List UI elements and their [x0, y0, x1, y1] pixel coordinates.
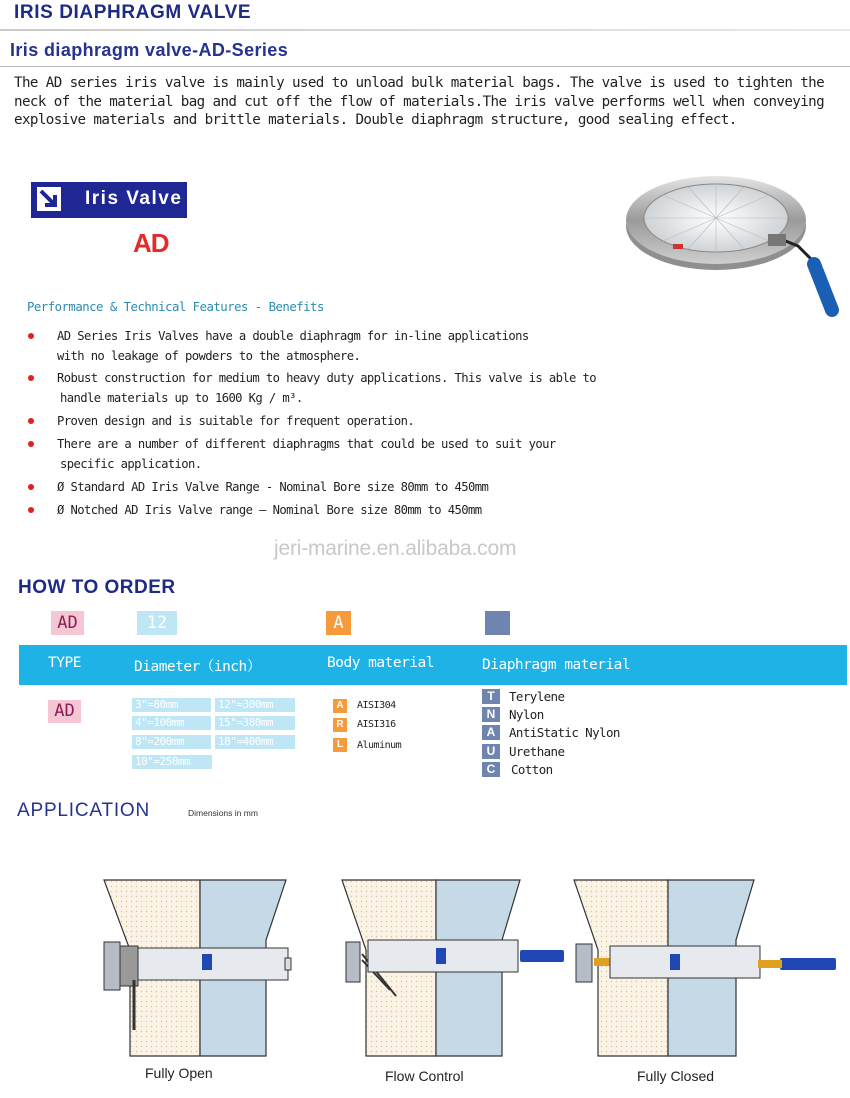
- diaphragm-material-code: N: [482, 707, 500, 722]
- diameter-option: 18"=400mm: [215, 735, 295, 749]
- feature-item: Ø Notched AD Iris Valve range — Nominal Bore size 80mm to 450mm: [28, 501, 481, 521]
- page-subtitle: Iris diaphragm valve-AD-Series: [10, 40, 289, 60]
- type-value: AD: [48, 700, 81, 723]
- diaphragm-code-chip: [485, 611, 510, 635]
- caption-fully-closed: Fully Closed: [637, 1068, 715, 1084]
- body-material-name: AISI316: [357, 719, 396, 730]
- diaphragm-material-name: AntiStatic Nylon: [509, 725, 620, 740]
- diaphragm-material-name: Terylene: [509, 689, 565, 704]
- diameter-option: 10"=250mm: [132, 755, 212, 769]
- diagram-fully-closed: [574, 880, 836, 1056]
- diameter-option: 3"=80mm: [132, 698, 211, 712]
- body-material-code: L: [333, 738, 347, 752]
- body-material-name: AISI304: [357, 700, 396, 711]
- diaphragm-material-code: C: [482, 762, 500, 777]
- feature-item: AD Series Iris Valves have a double diaphragm for in-line applications with no leakage of powders to the atmosphere.: [28, 327, 529, 366]
- bullet-icon: [28, 333, 34, 339]
- diagram-flow-control: [342, 880, 564, 1056]
- diameter-code-chip: 12: [137, 611, 177, 635]
- title-divider: [0, 29, 850, 31]
- valve-product-image: [618, 168, 850, 330]
- bullet-icon: [28, 375, 34, 381]
- watermark: jeri-marine.en.alibaba.com: [274, 537, 517, 560]
- feature-item: Proven design and is suitable for frequent operation.: [28, 412, 414, 432]
- diaphragm-material-code: T: [482, 689, 500, 704]
- diaphragm-material-code: U: [482, 744, 500, 759]
- subtitle-divider: [0, 66, 850, 67]
- bullet-icon: [28, 484, 34, 490]
- bullet-icon: [28, 418, 34, 424]
- body-material-name: Aluminum: [357, 740, 402, 751]
- body-code-chip: A: [326, 611, 351, 635]
- diameter-option: 15"=380mm: [215, 716, 295, 730]
- feature-item: Ø Standard AD Iris Valve Range - Nominal Bore size 80mm to 450mm: [28, 478, 488, 498]
- application-diagrams: [90, 860, 850, 1060]
- feature-item: There are a number of different diaphragms that could be used to suit your specific application.: [28, 435, 556, 474]
- iris-valve-badge: [31, 182, 187, 218]
- features-title: Performance & Technical Features - Benefits: [27, 300, 324, 314]
- diagram-fully-open: [104, 880, 291, 1056]
- feature-item: Robust construction for medium to heavy duty applications. This valve is able to handle materials up to 1600 Kg / m³.: [28, 369, 596, 408]
- bullet-icon: [28, 441, 34, 447]
- type-code-chip: AD: [51, 611, 84, 635]
- caption-fully-open: Fully Open: [145, 1065, 213, 1081]
- diameter-option: 4"=100mm: [132, 716, 211, 730]
- diaphragm-material-name: Nylon: [509, 707, 544, 722]
- header-diameter: Diameter（inch）: [134, 659, 261, 675]
- header-type: TYPE: [48, 655, 81, 671]
- order-header-bar: [19, 645, 847, 685]
- body-material-code: A: [333, 699, 347, 713]
- how-to-order-title: HOW TO ORDER: [18, 577, 176, 598]
- series-logo: AD: [133, 228, 169, 258]
- application-title: APPLICATION: [17, 800, 151, 821]
- diaphragm-material-name: Cotton: [511, 762, 553, 777]
- page-title: IRIS DIAPHRAGM VALVE: [14, 2, 252, 23]
- diameter-option: 8"=200mm: [132, 735, 211, 749]
- diameter-option: 12"=300mm: [215, 698, 295, 712]
- body-material-code: R: [333, 718, 347, 732]
- arrow-down-right-icon: [37, 187, 61, 211]
- badge-label: Iris Valve: [85, 188, 183, 209]
- dimensions-note: Dimensions in mm: [188, 808, 258, 818]
- caption-flow-control: Flow Control: [385, 1068, 464, 1084]
- bullet-icon: [28, 507, 34, 513]
- diaphragm-material-code: A: [482, 725, 500, 740]
- intro-paragraph: The AD series iris valve is mainly used to unload bulk material bags. The valve is used to tighten the neck of the material bag and cut off the flow of materials.The iris valve performs well when conveying explosive materials and brittle materials. Double diaphragm structure, good sealing effect.: [14, 75, 825, 129]
- header-diaphragm-material: Diaphragm material: [482, 657, 631, 673]
- diaphragm-material-name: Urethane: [509, 744, 565, 759]
- header-body-material: Body material: [327, 655, 434, 671]
